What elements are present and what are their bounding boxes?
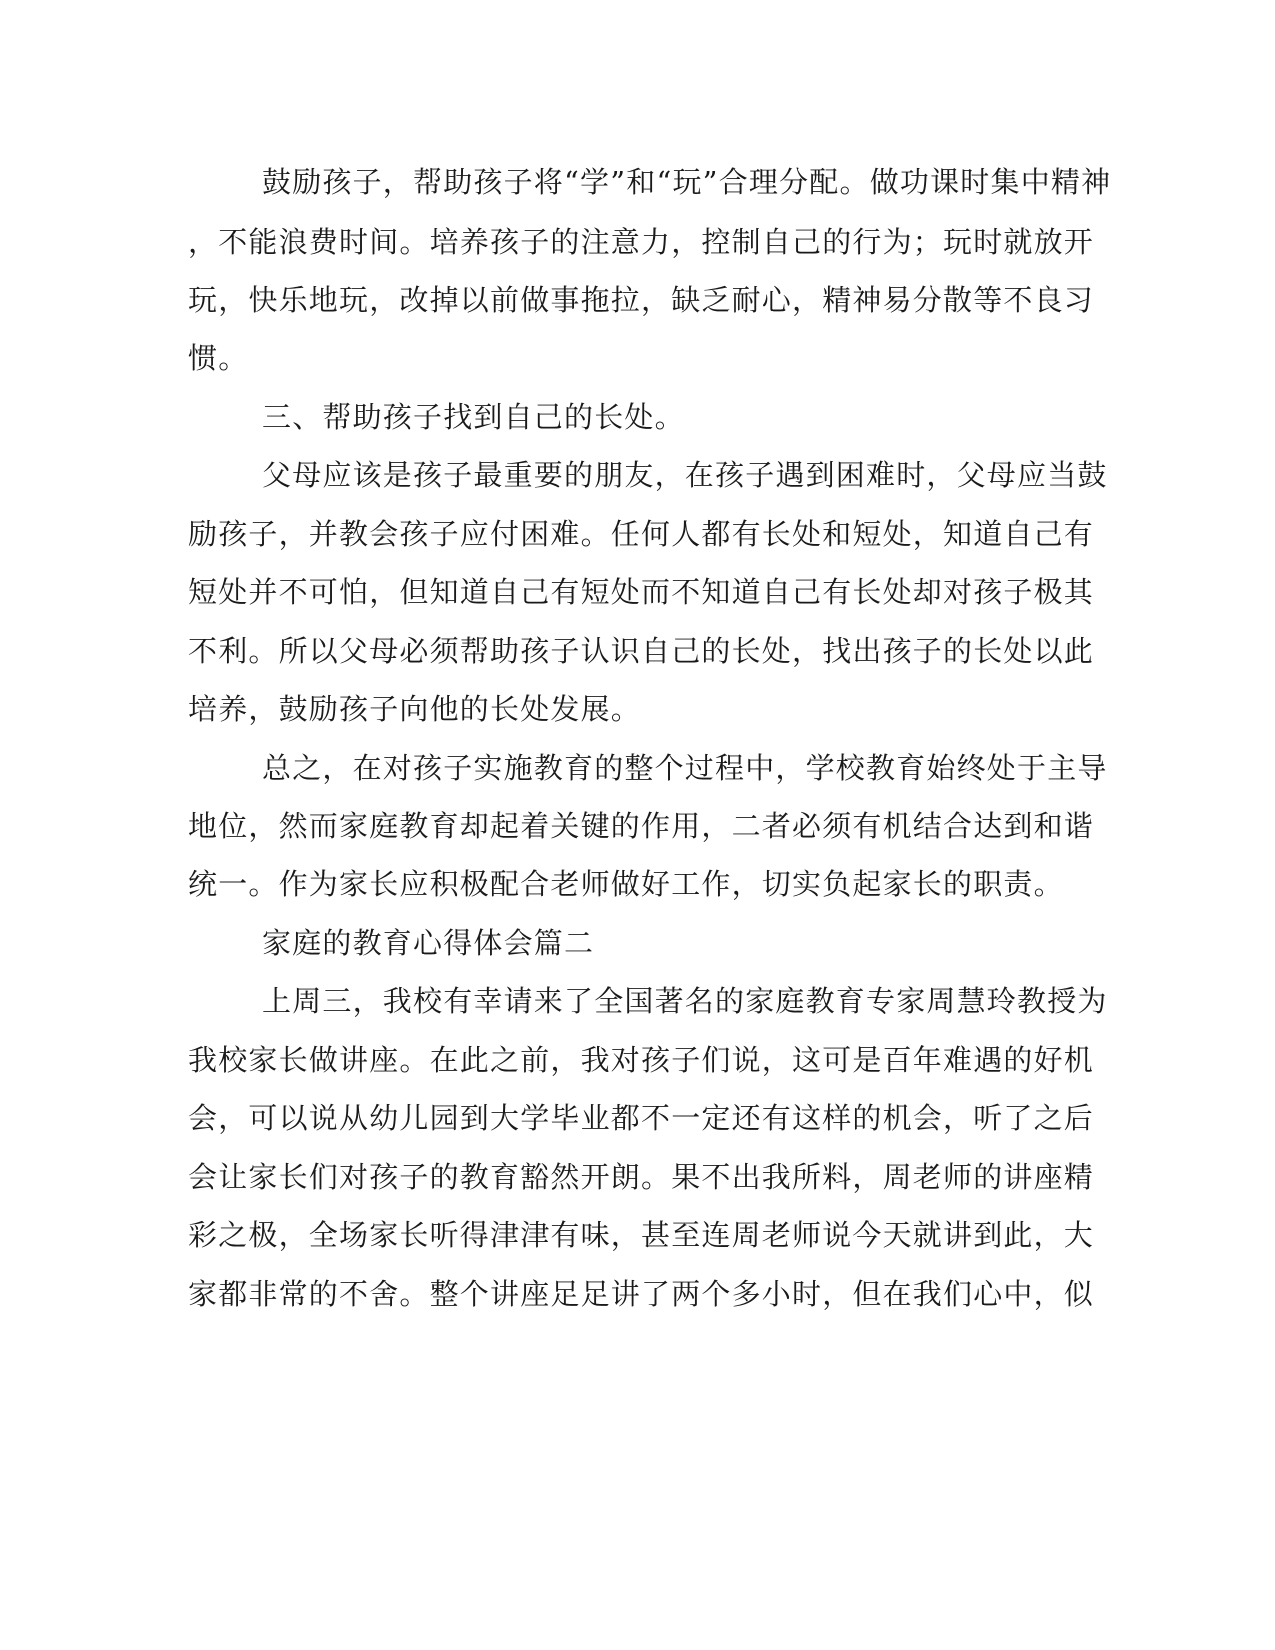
- paragraph-2-line-1: 父母应该是孩子最重要的朋友，在孩子遇到困难时，父母应当鼓: [262, 458, 1108, 492]
- paragraph-1-line-4: 惯。: [188, 341, 249, 375]
- paragraph-3-line-1: 总之，在对孩子实施教育的整个过程中，学校教育始终处于主导: [262, 751, 1108, 785]
- paragraph-2-line-5: 培养，鼓励孩子向他的长处发展。: [188, 692, 642, 726]
- paragraph-2-line-2: 励孩子，并教会孩子应付困难。任何人都有长处和短处，知道自己有: [188, 517, 1095, 551]
- paragraph-4-line-1: 上周三，我校有幸请来了全国著名的家庭教育专家周慧玲教授为: [262, 984, 1108, 1018]
- paragraph-2-line-3: 短处并不可怕，但知道自己有短处而不知道自己有长处却对孩子极其: [188, 575, 1095, 609]
- paragraph-4-line-2: 我校家长做讲座。在此之前，我对孩子们说，这可是百年难遇的好机: [188, 1043, 1095, 1077]
- paragraph-3-line-3: 统一。作为家长应积极配合老师做好工作，切实负起家长的职责。: [188, 867, 1064, 901]
- article-subtitle: 家庭的教育心得体会篇二: [262, 926, 595, 960]
- paragraph-4-line-5: 彩之极，全场家长听得津津有味，甚至连周老师说今天就讲到此，大: [188, 1218, 1095, 1252]
- paragraph-2-line-4: 不利。所以父母必须帮助孩子认识自己的长处，找出孩子的长处以此: [188, 634, 1095, 668]
- paragraph-1-line-1: 鼓励孩子，帮助孩子将“学”和“玩”合理分配。做功课时集中精神: [262, 165, 1112, 199]
- paragraph-1-line-2: ，不能浪费时间。培养孩子的注意力，控制自己的行为；玩时就放开: [188, 225, 1095, 259]
- section-heading-3: 三、帮助孩子找到自己的长处。: [262, 400, 685, 434]
- paragraph-4-line-4: 会让家长们对孩子的教育豁然开朗。果不出我所料，周老师的讲座精: [188, 1160, 1095, 1194]
- paragraph-3-line-2: 地位，然而家庭教育却起着关键的作用，二者必须有机结合达到和谐: [188, 809, 1095, 843]
- paragraph-1-line-3: 玩，快乐地玩，改掉以前做事拖拉，缺乏耐心，精神易分散等不良习: [188, 283, 1095, 317]
- paragraph-4-line-6: 家都非常的不舍。整个讲座足足讲了两个多小时，但在我们心中，似: [188, 1277, 1095, 1311]
- paragraph-4-line-3: 会，可以说从幼儿园到大学毕业都不一定还有这样的机会，听了之后: [188, 1101, 1095, 1135]
